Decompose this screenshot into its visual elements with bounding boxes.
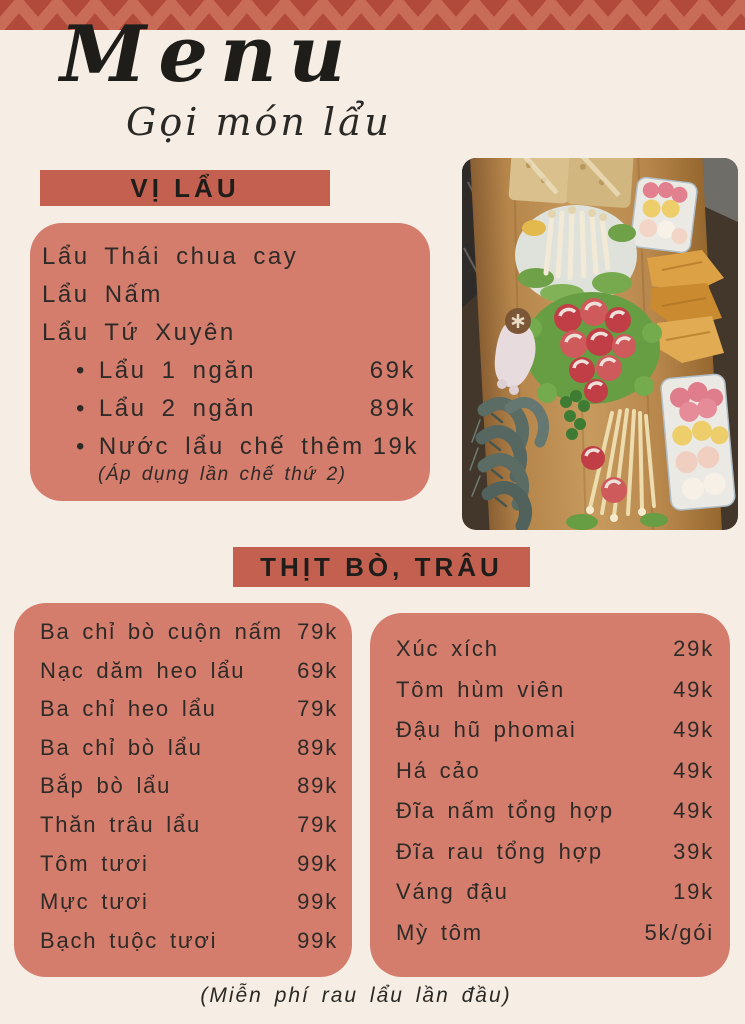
menu-item-row	[396, 751, 714, 792]
menu-title: Menu	[60, 9, 358, 100]
item-price: 89k	[297, 734, 338, 760]
hotpot-ingredients-photo	[462, 158, 738, 530]
item-price: 49k	[673, 798, 714, 823]
hotpot-photo-illustration	[462, 158, 738, 530]
menu-item-row	[40, 690, 338, 729]
item-label: • Lẩu 2 ngăn	[76, 395, 257, 422]
item-label: Tôm hùm viên	[396, 676, 565, 702]
bullet-icon: •	[76, 357, 87, 384]
item-price: 49k	[673, 717, 714, 742]
item-label: • Nước lẩu chế thêm	[76, 433, 365, 460]
menu-item-row	[42, 314, 416, 352]
item-price: 79k	[297, 696, 338, 722]
footer-note: (Miễn phí rau lẩu lần đầu)	[200, 984, 512, 1007]
menu-item-row	[40, 806, 338, 845]
menu-subtitle: Gọi món lẩu	[126, 100, 392, 144]
section-header-vi-lau	[40, 170, 330, 206]
menu-item-row	[42, 238, 416, 276]
item-label: Bắp bò lẩu	[40, 773, 172, 799]
item-label: Đĩa nấm tổng hợp	[396, 798, 614, 823]
item-price: 49k	[673, 676, 714, 702]
menu-item-row	[40, 922, 338, 961]
item-label: Mực tươi	[40, 889, 149, 915]
menu-item-row	[40, 883, 338, 922]
menu-item-row	[42, 276, 416, 314]
item-label: Ba chỉ bò cuộn nấm	[40, 619, 283, 644]
menu-item-row	[42, 352, 416, 390]
item-label: Đĩa rau tổng hợp	[396, 838, 603, 864]
item-price: 49k	[673, 757, 714, 783]
menu-item-row	[396, 872, 714, 913]
item-label: Bạch tuộc tươi	[40, 927, 218, 953]
menu-item-row	[396, 629, 714, 670]
item-price: 99k	[297, 889, 338, 915]
item-price: 89k	[369, 395, 416, 422]
item-label: Đậu hũ phomai	[396, 717, 577, 742]
item-label: Lẩu Tứ Xuyên	[42, 319, 236, 346]
item-note: (Áp dụng lần chế thứ 2)	[98, 464, 347, 485]
item-label: Váng đậu	[396, 879, 509, 904]
menu-item-row	[40, 729, 338, 768]
menu-item-row	[42, 390, 416, 428]
item-price: 39k	[673, 838, 714, 864]
item-label: Nạc dăm heo lẩu	[40, 657, 246, 683]
menu-item-row	[396, 913, 714, 954]
bullet-icon: •	[76, 433, 87, 460]
item-price: 69k	[297, 657, 338, 683]
thit-right-panel	[370, 613, 730, 977]
section-title: VỊ LẨU	[130, 172, 240, 203]
bullet-icon: •	[76, 395, 87, 422]
item-price: 79k	[297, 811, 338, 837]
item-price: 69k	[369, 357, 416, 384]
menu-item-row	[396, 832, 714, 873]
menu-item-row	[396, 670, 714, 711]
item-label: Tôm tươi	[40, 850, 149, 876]
item-label: Lẩu Thái chua cay	[42, 243, 299, 270]
menu-item-row	[42, 428, 419, 466]
thit-left-panel	[14, 603, 352, 977]
menu-item-row	[396, 710, 714, 751]
item-price: 5k/gói	[644, 919, 714, 945]
section-title: THỊT BÒ, TRÂU	[260, 551, 503, 582]
menu-item-row	[40, 652, 338, 691]
section-header-thit-bo-trau	[233, 547, 530, 587]
vi-lau-panel	[30, 223, 430, 501]
item-label: Xúc xích	[396, 636, 499, 661]
item-label: Mỳ tôm	[396, 919, 483, 945]
menu-item-row	[40, 613, 338, 652]
item-label: Ba chỉ heo lẩu	[40, 696, 217, 722]
menu-item-row	[40, 845, 338, 884]
item-price: 29k	[673, 636, 714, 661]
item-price: 99k	[297, 927, 338, 953]
item-label: • Lẩu 1 ngăn	[76, 357, 257, 384]
item-price: 19k	[372, 433, 419, 460]
menu-item-row	[40, 767, 338, 806]
item-label: Lẩu Nấm	[42, 281, 163, 308]
item-label: Thăn trâu lẩu	[40, 811, 202, 837]
item-price: 79k	[297, 619, 338, 644]
item-label: Há cảo	[396, 757, 481, 783]
item-price: 89k	[297, 773, 338, 799]
item-price: 99k	[297, 850, 338, 876]
menu-item-row	[396, 791, 714, 832]
item-label: Ba chỉ bò lẩu	[40, 734, 203, 760]
item-price: 19k	[673, 879, 714, 904]
